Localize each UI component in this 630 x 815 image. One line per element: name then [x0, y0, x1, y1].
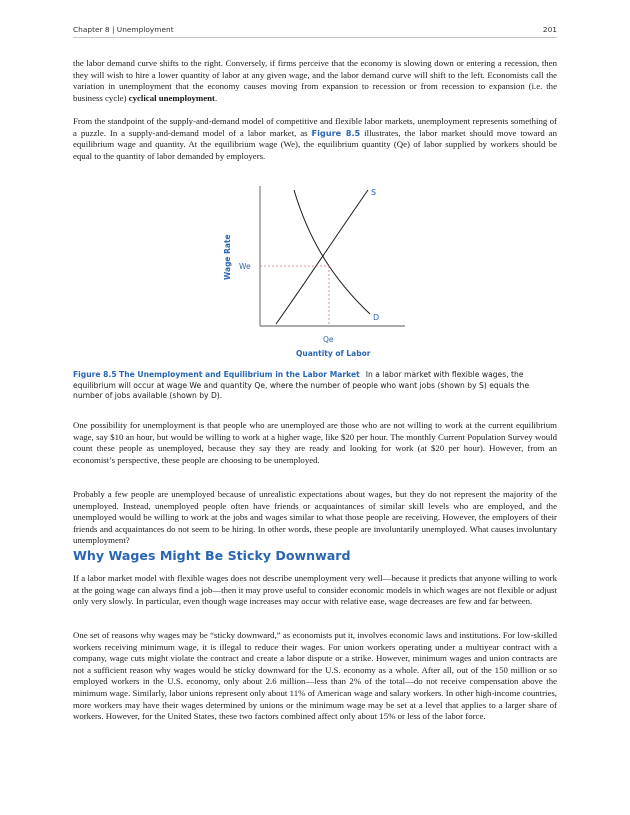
paragraph-sticky-intro: If a labor market model with flexible wages does not describe unemployment very well—because it predicts that anyone willing to work at the going wage can always find a job—then it may prove useful to consider economic models in which wages are not flexible or adjust only very slowly. In particular, even though wage increases may occur with relative ease, wage decreases are few and far between. — [73, 573, 557, 607]
supply-demand-graph — [218, 182, 410, 362]
caption-label: Figure 8.5 — [73, 370, 117, 379]
header-rule — [73, 37, 557, 38]
paragraph-laws-institutions: One set of reasons why wages may be “sticky downward,” as economists put it, involves economic laws and institutions. For low-skilled workers receiving minimum wage, it is illegal to reduce their wages. For union workers operating under a multiyear contract with a company, wage cuts might violate the contract and create a labor dispute or a strike. However, minimum wages and union contracts are not a sufficient reason why wages would be sticky downward for the U.S. economy as a whole. After all, out of the 150 million or so employed workers in the U.S. economy, only about 2.6 million—less than 2% of the total—do not receive compensation above the minimum wage. Similarly, labor unions represent only about 11% of American wage and salary workers. In other high-income countries, more workers may have their wages determined by unions or the minimum wage may be set at a level that applies to a larger share of workers. However, for the United States, these two factors combined affect only about 15% or less of the labor force. — [73, 630, 557, 722]
paragraph-puzzle — [73, 116, 557, 162]
section-heading: Why Wages Might Be Sticky Downward — [73, 548, 351, 563]
paragraph-cyclical — [73, 58, 557, 104]
paragraph-involuntary: Probably a few people are unemployed because of unrealistic expectations about wages, but they do not represent the majority of the unemployed. Instead, unemployed people often have friends or acquaintances of similar skill levels who are employed, and the unemployed would be willing to work at the jobs and wages similar to what those people are receiving. However, the employers of their friends and acquaintances do not seem to be hiring. In other words, these people are involuntarily unemployed. What causes involuntary unemployment? — [73, 489, 557, 546]
equilibrium-wage-label: We — [239, 262, 251, 271]
figure-link[interactable]: Figure 8.5 — [311, 127, 361, 138]
paragraph-text: the labor demand curve shifts to the right. Conversely, if firms perceive that the economy is slowing down or entering a recession, then they will wish to hire a lower quantity of labor at any given wage, and the labor demand curve will shift to the left. Economists call the variation in unemployment that the economy causes moving from expansion to recession or from recession to expansion (i.e. the business cycle) — [73, 58, 557, 103]
demand-curve — [294, 190, 370, 314]
paragraph-text: From the standpoint of the supply-and-demand model of competitive and flexible labor markets, unemployment represents something of a puzzle. In a supply-and-demand model of a labor market, as — [73, 116, 557, 138]
paragraph-text-end: . — [214, 92, 218, 103]
y-axis-label: Wage Rate — [223, 234, 232, 280]
paragraph-voluntary: One possibility for unemployment is that people who are unemployed are those who are not willing to work at the current equilibrium wage, say $10 an hour, but would be willing to work at a higher wage, like $20 per hour. The monthly Current Population Survey would count these people as unemployed, because they say they are ready and looking for work (at $20 per hour). However, from an economist’s perspective, these people are choosing to be unemployed. — [73, 420, 557, 465]
supply-curve — [276, 190, 368, 324]
running-header — [73, 25, 557, 34]
page-number: 201 — [542, 25, 557, 34]
labor-market-figure — [218, 182, 410, 362]
supply-label: S — [371, 188, 377, 197]
key-term: cyclical unemployment — [128, 92, 215, 103]
figure-caption — [73, 370, 557, 402]
demand-label: D — [373, 313, 380, 322]
x-axis-label: Quantity of Labor — [296, 349, 371, 358]
caption-text: In a labor market with flexible wages, the equilibrium will occur at wage We and quantity Qe, where the number of people who want jobs (shown by S) equals the number of jobs available (shown by D). — [73, 370, 530, 401]
caption-title: The Unemployment and Equilibrium in the Labor Market — [119, 370, 360, 379]
chapter-title: Chapter 8 | Unemployment — [73, 25, 174, 34]
equilibrium-quantity-label: Qe — [323, 335, 334, 344]
paragraph-text-end: illustrates, the labor market should move toward an equilibrium wage and quantity. At the equilibrium wage (We), the equilibrium quantity (Qe) of labor supplied by workers should be equal to the quantity of labor demanded by employers. — [73, 127, 557, 161]
